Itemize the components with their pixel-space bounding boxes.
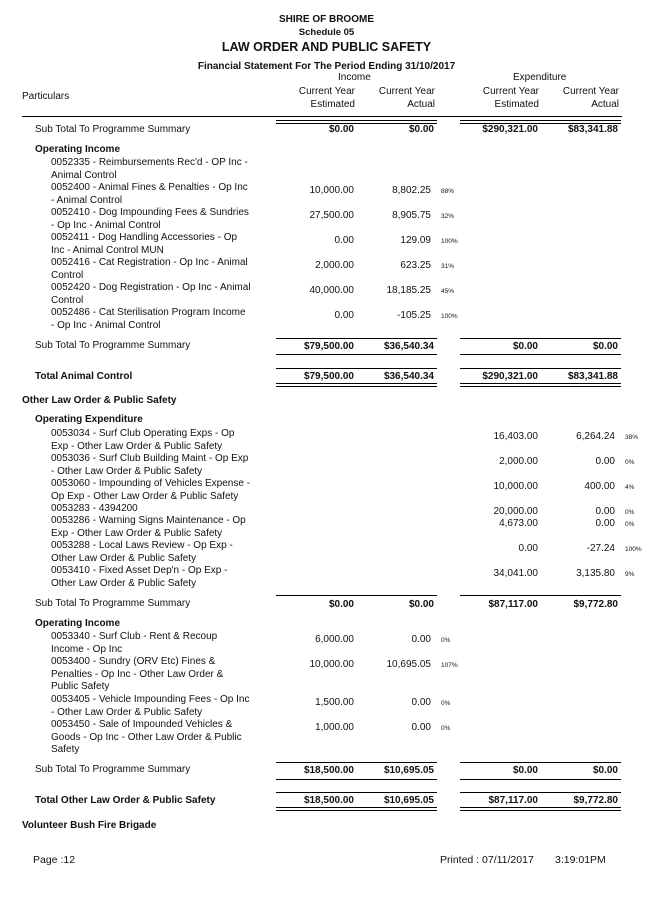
st1-exp-act: $83,341.88 bbox=[567, 124, 618, 135]
line-item-percent: 0% bbox=[441, 637, 451, 644]
line-item-percent: 88% bbox=[441, 188, 455, 195]
tol-bottom-income bbox=[276, 807, 437, 811]
line-item-estimated: 10,000.00 bbox=[309, 659, 354, 670]
line-item-percent: 32% bbox=[441, 213, 455, 220]
st2-bottom-income bbox=[276, 354, 437, 355]
line-item-estimated: 16,403.00 bbox=[493, 431, 538, 442]
st4-exp-est: $0.00 bbox=[512, 765, 538, 776]
line-item-actual: 400.00 bbox=[584, 481, 615, 492]
line-item-actual: 0.00 bbox=[595, 506, 615, 517]
line-item-estimated: 10,000.00 bbox=[493, 481, 538, 492]
line-item-percent: 0% bbox=[625, 459, 635, 466]
line-item-percent: 4% bbox=[625, 484, 635, 491]
operating-expenditure-heading: Operating Expenditure bbox=[35, 414, 143, 425]
section-other-law-order: Other Law Order & Public Safety bbox=[22, 395, 177, 406]
line-item-estimated: 10,000.00 bbox=[309, 185, 354, 196]
printed-date: Printed : 07/11/2017 bbox=[440, 854, 534, 866]
exp-act-head bbox=[540, 85, 619, 111]
operating-income-heading-2: Operating Income bbox=[35, 618, 121, 629]
particulars-heading: Particulars bbox=[22, 91, 70, 102]
line-item-actual: 8,905.75 bbox=[392, 210, 431, 221]
st3-inc-est: $0.00 bbox=[328, 599, 354, 610]
line-item-estimated: 4,673.00 bbox=[499, 518, 538, 529]
line-item-actual: -27.24 bbox=[586, 543, 615, 554]
st1-inc-est: $0.00 bbox=[328, 124, 354, 135]
tac-bottom-income bbox=[276, 383, 437, 387]
total-other-law-label: Total Other Law Order & Public Safety bbox=[35, 795, 216, 806]
line-item-percent: 45% bbox=[441, 288, 455, 295]
st3-exp-act: $9,772.80 bbox=[573, 599, 618, 610]
line-item-percent: 0% bbox=[441, 700, 451, 707]
line-item-estimated: 0.00 bbox=[518, 543, 538, 554]
line-item-percent: 31% bbox=[441, 263, 455, 270]
line-item-percent: 107% bbox=[441, 662, 458, 669]
header-rule bbox=[22, 116, 622, 117]
st2-exp-act: $0.00 bbox=[592, 341, 618, 352]
st1-exp-est: $290,321.00 bbox=[482, 124, 538, 135]
line-item-percent: 0% bbox=[441, 725, 451, 732]
line-item-percent: 100% bbox=[441, 313, 458, 320]
st3-rule-exp bbox=[460, 595, 621, 596]
section-volunteer-bush-fire: Volunteer Bush Fire Brigade bbox=[22, 820, 157, 831]
line-item-actual: -105.25 bbox=[397, 310, 431, 321]
line-item-description: 0053410 - Fixed Asset Dep'n - Op Exp - Other Law Order & Public Safety bbox=[51, 565, 228, 589]
report-subtitle: Financial Statement For The Period Ending 31/10/2017 bbox=[197, 61, 456, 72]
st2-inc-est: $79,500.00 bbox=[303, 341, 354, 352]
line-item-description: 0053405 - Vehicle Impounding Fees - Op Inc - Other Law Order & Public Safety bbox=[51, 694, 250, 718]
line-item-actual: 0.00 bbox=[411, 722, 431, 733]
tac-inc-act: $36,540.34 bbox=[383, 371, 434, 382]
tac-inc-est: $79,500.00 bbox=[303, 371, 354, 382]
line-item-percent: 9% bbox=[625, 571, 635, 578]
line-item-description: 0053034 - Surf Club Operating Exps - Op Exp - Other Law Order & Public Safety bbox=[51, 428, 235, 452]
org-name: SHIRE OF BROOME bbox=[278, 14, 374, 25]
line-item-actual: 0.00 bbox=[595, 518, 615, 529]
line-item-actual: 0.00 bbox=[411, 697, 431, 708]
income-heading: Income bbox=[338, 72, 371, 83]
line-item-estimated: 27,500.00 bbox=[309, 210, 354, 221]
line-item-actual: 3,135.80 bbox=[576, 568, 615, 579]
st4-rule-exp bbox=[460, 762, 621, 763]
line-item-description: 0053283 - 4394200 bbox=[51, 503, 138, 514]
inc-act-head-1: Current Year bbox=[378, 86, 435, 97]
line-item-estimated: 2,000.00 bbox=[499, 456, 538, 467]
tol-exp-act: $9,772.80 bbox=[573, 795, 618, 806]
line-item-description: 0053340 - Surf Club - Rent & Recoup Income - Op Inc bbox=[51, 631, 218, 655]
tac-rule-income bbox=[276, 368, 437, 369]
line-item-actual: 18,185.25 bbox=[386, 285, 431, 296]
line-item-estimated: 0.00 bbox=[334, 310, 354, 321]
line-item-description: 0052420 - Dog Registration - Op Inc - Animal Control bbox=[51, 282, 251, 306]
line-item-actual: 8,802.25 bbox=[392, 185, 431, 196]
printed-time: 3:19:01PM bbox=[555, 854, 606, 866]
tol-rule-exp bbox=[460, 792, 621, 793]
line-item-description: 0052400 - Animal Fines & Penalties - Op Inc - Animal Control bbox=[51, 182, 248, 206]
tol-exp-est: $87,117.00 bbox=[488, 795, 538, 806]
inc-act-head bbox=[356, 85, 435, 111]
st4-rule-income bbox=[276, 762, 437, 763]
inc-act-head-2: Actual bbox=[407, 99, 435, 110]
line-item-percent: 0% bbox=[625, 521, 635, 528]
tol-rule-income bbox=[276, 792, 437, 793]
st3-rule-income bbox=[276, 595, 437, 596]
st2-exp-est: $0.00 bbox=[512, 341, 538, 352]
line-item-actual: 623.25 bbox=[400, 260, 431, 271]
line-item-estimated: 34,041.00 bbox=[493, 568, 538, 579]
total-animal-control-label: Total Animal Control bbox=[35, 371, 133, 382]
line-item-estimated: 1,500.00 bbox=[315, 697, 354, 708]
exp-est-head bbox=[460, 85, 539, 111]
line-item-actual: 0.00 bbox=[595, 456, 615, 467]
exp-est-head-2: Estimated bbox=[494, 99, 539, 110]
exp-act-head-2: Actual bbox=[591, 99, 619, 110]
line-item-description: 0052416 - Cat Registration - Op Inc - Animal Control bbox=[51, 257, 248, 281]
inc-est-head bbox=[276, 85, 355, 111]
line-item-description: 0053400 - Sundry (ORV Etc) Fines & Penalties - Op Inc - Other Law Order & Public Safety bbox=[51, 656, 224, 692]
st2-rule-income bbox=[276, 338, 437, 339]
tac-exp-est: $290,321.00 bbox=[482, 371, 538, 382]
expenditure-heading: Expenditure bbox=[513, 72, 567, 83]
line-item-description: 0053036 - Surf Club Building Maint - Op Exp - Other Law Order & Public Safety bbox=[51, 453, 249, 477]
line-item-percent: 100% bbox=[625, 546, 642, 553]
line-item-actual: 129.09 bbox=[400, 235, 431, 246]
line-item-estimated: 2,000.00 bbox=[315, 260, 354, 271]
st2-inc-act: $36,540.34 bbox=[383, 341, 434, 352]
tol-inc-est: $18,500.00 bbox=[303, 795, 354, 806]
schedule-label: Schedule 05 bbox=[298, 27, 355, 38]
line-item-description: 0053060 - Impounding of Vehicles Expense - Op Exp - Other Law Order & Public Safety bbox=[51, 478, 251, 502]
line-item-description: 0053288 - Local Laws Review - Op Exp - Other Law Order & Public Safety bbox=[51, 540, 233, 564]
st4-inc-est: $18,500.00 bbox=[303, 765, 354, 776]
line-item-actual: 10,695.05 bbox=[386, 659, 431, 670]
line-item-percent: 100% bbox=[441, 238, 458, 245]
tac-rule-exp bbox=[460, 368, 621, 369]
line-item-actual: 6,264.24 bbox=[576, 431, 615, 442]
tol-inc-act: $10,695.05 bbox=[383, 795, 434, 806]
subtotal-label-3: Sub Total To Programme Summary bbox=[35, 598, 191, 609]
line-item-description: 0052411 - Dog Handling Accessories - Op Inc - Animal Control MUN bbox=[51, 232, 238, 256]
st3-inc-act: $0.00 bbox=[408, 599, 434, 610]
line-item-estimated: 20,000.00 bbox=[493, 506, 538, 517]
operating-income-heading-1: Operating Income bbox=[35, 144, 121, 155]
line-item-description: 0053286 - Warning Signs Maintenance - Op Exp - Other Law Order & Public Safety bbox=[51, 515, 246, 539]
report-title: LAW ORDER AND PUBLIC SAFETY bbox=[221, 40, 432, 54]
line-item-percent: 38% bbox=[625, 434, 639, 441]
st2-rule-exp bbox=[460, 338, 621, 339]
line-item-estimated: 1,000.00 bbox=[315, 722, 354, 733]
line-item-percent: 0% bbox=[625, 509, 635, 516]
st4-bottom-income bbox=[276, 779, 437, 780]
subtotal-label-4: Sub Total To Programme Summary bbox=[35, 764, 191, 775]
inc-est-head-1: Current Year bbox=[298, 86, 355, 97]
page-number: Page :12 bbox=[33, 854, 76, 866]
inc-est-head-2: Estimated bbox=[310, 99, 355, 110]
tac-exp-act: $83,341.88 bbox=[567, 371, 618, 382]
tol-bottom-exp bbox=[460, 807, 621, 811]
st4-exp-act: $0.00 bbox=[592, 765, 618, 776]
exp-est-head-1: Current Year bbox=[482, 86, 539, 97]
st4-bottom-exp bbox=[460, 779, 621, 780]
subtotal-label-1: Sub Total To Programme Summary bbox=[35, 124, 191, 135]
st3-exp-est: $87,117.00 bbox=[488, 599, 538, 610]
st4-inc-act: $10,695.05 bbox=[383, 765, 434, 776]
st2-bottom-exp bbox=[460, 354, 621, 355]
line-item-estimated: 6,000.00 bbox=[315, 634, 354, 645]
line-item-description: 0053450 - Sale of Impounded Vehicles & Goods - Op Inc - Other Law Order & Public Safety bbox=[51, 719, 242, 755]
line-item-description: 0052335 - Reimbursements Rec'd - OP Inc - Animal Control bbox=[51, 157, 248, 181]
subtotal-label-2: Sub Total To Programme Summary bbox=[35, 340, 191, 351]
exp-act-head-1: Current Year bbox=[562, 86, 619, 97]
line-item-description: 0052486 - Cat Sterilisation Program Income - Op Inc - Animal Control bbox=[51, 307, 246, 331]
st1-inc-act: $0.00 bbox=[408, 124, 434, 135]
line-item-estimated: 0.00 bbox=[334, 235, 354, 246]
line-item-description: 0052410 - Dog Impounding Fees & Sundries - Op Inc - Animal Control bbox=[51, 207, 249, 231]
line-item-estimated: 40,000.00 bbox=[309, 285, 354, 296]
tac-bottom-exp bbox=[460, 383, 621, 387]
line-item-actual: 0.00 bbox=[411, 634, 431, 645]
